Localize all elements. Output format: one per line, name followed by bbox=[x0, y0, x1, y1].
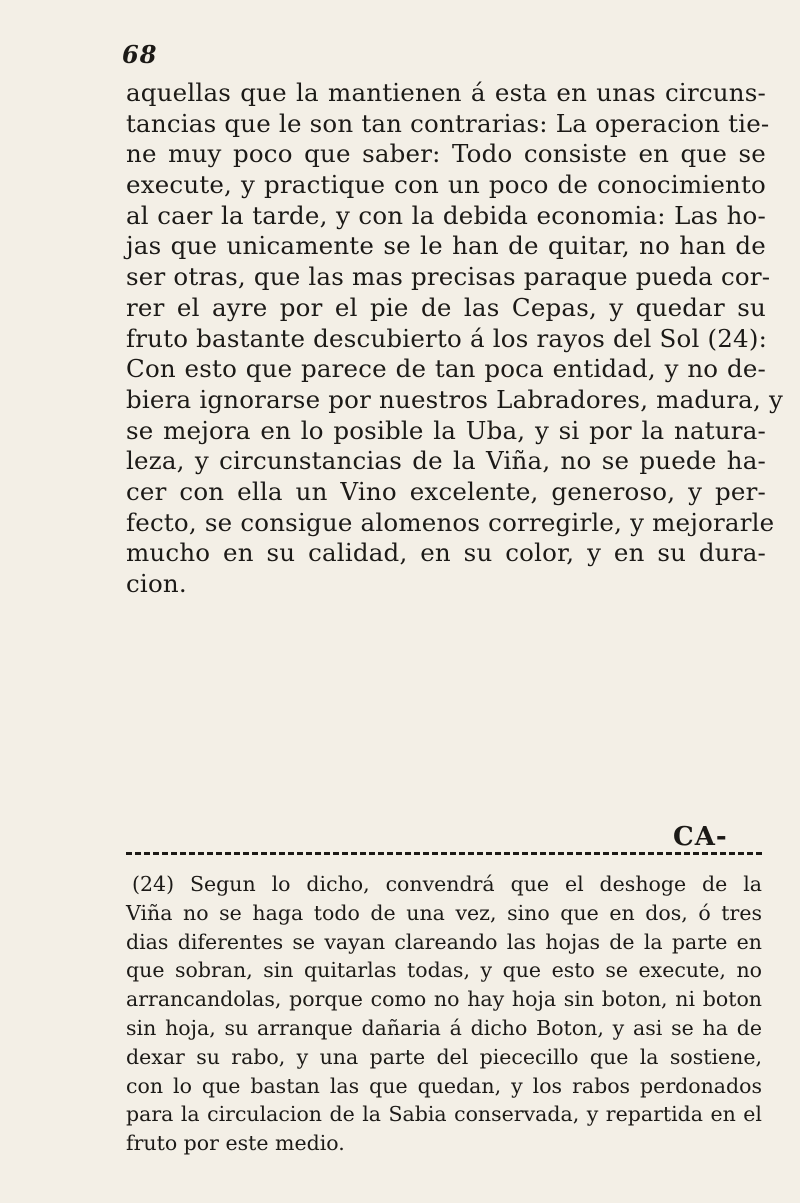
footnote-separator-rule bbox=[126, 852, 762, 855]
text-line: Con esto que parece de tan poca entidad, y no de- bbox=[126, 354, 766, 384]
text-line: cer con ella un Vino excelente, generoso, y per- bbox=[126, 476, 766, 506]
text-line: biera ignorarse por nuestros Labradores, madura, y bbox=[126, 384, 784, 414]
text-line: se mejora en lo posible la Uba, y si por la natura- bbox=[126, 415, 766, 445]
footnote-line: con lo que bastan las que quedan, y los rabos perdonados bbox=[126, 1073, 762, 1098]
text-line: fecto, se consigue alomenos corregirle, y mejorarle bbox=[126, 507, 775, 537]
text-line: rer el ayre por el pie de las Cepas, y quedar su bbox=[126, 292, 766, 322]
footnote-block bbox=[126, 870, 762, 1158]
footnote-line: (24) Segun lo dicho, convendrá que el deshoge de la bbox=[132, 872, 762, 896]
footnote-line: dias diferentes se vayan clareando las hojas de la parte en bbox=[126, 929, 762, 954]
footnote-line: Viña no se haga todo de una vez, sino que en dos, ó tres bbox=[126, 900, 762, 925]
text-line: fruto bastante descubierto á los rayos del Sol (24): bbox=[126, 323, 768, 353]
page-number: 68 bbox=[122, 40, 158, 69]
text-line: tancias que le son tan contrarias: La operacion tie- bbox=[126, 108, 770, 138]
footnote-line: para la circulacion de la Sabia conservada, y repartida en el bbox=[126, 1102, 762, 1127]
text-line: ser otras, que las mas precisas paraque pueda cor- bbox=[126, 262, 771, 292]
catchword: CA- bbox=[673, 822, 728, 852]
text-line: leza, y circunstancias de la Viña, no se puede ha- bbox=[126, 446, 766, 476]
footnote-line: arrancandolas, porque como no hay hoja sin boton, ni boton bbox=[126, 987, 762, 1012]
text-line: al caer la tarde, y con la debida economia: Las ho- bbox=[126, 200, 766, 230]
text-line-last: cion. bbox=[126, 569, 187, 598]
text-line: aquellas que la mantienen á esta en unas circuns- bbox=[126, 78, 766, 107]
footnote-line-last: fruto por este medio. bbox=[126, 1131, 345, 1156]
main-text-block bbox=[126, 78, 784, 600]
footnote-line: sin hoja, su arranque dañaria á dicho Boton, y asi se ha de bbox=[126, 1015, 762, 1040]
text-line: mucho en su calidad, en su color, y en su dura- bbox=[126, 538, 766, 568]
footnote-line: que sobran, sin quitarlas todas, y que esto se execute, no bbox=[126, 958, 762, 983]
text-line: ne muy poco que saber: Todo consiste en que se bbox=[126, 139, 766, 169]
text-line: jas que unicamente se le han de quitar, no han de bbox=[126, 231, 766, 261]
text-line: execute, y practique con un poco de conocimiento bbox=[126, 170, 766, 200]
footnote-line: dexar su rabo, y una parte del piececillo que la sostiene, bbox=[126, 1044, 762, 1069]
